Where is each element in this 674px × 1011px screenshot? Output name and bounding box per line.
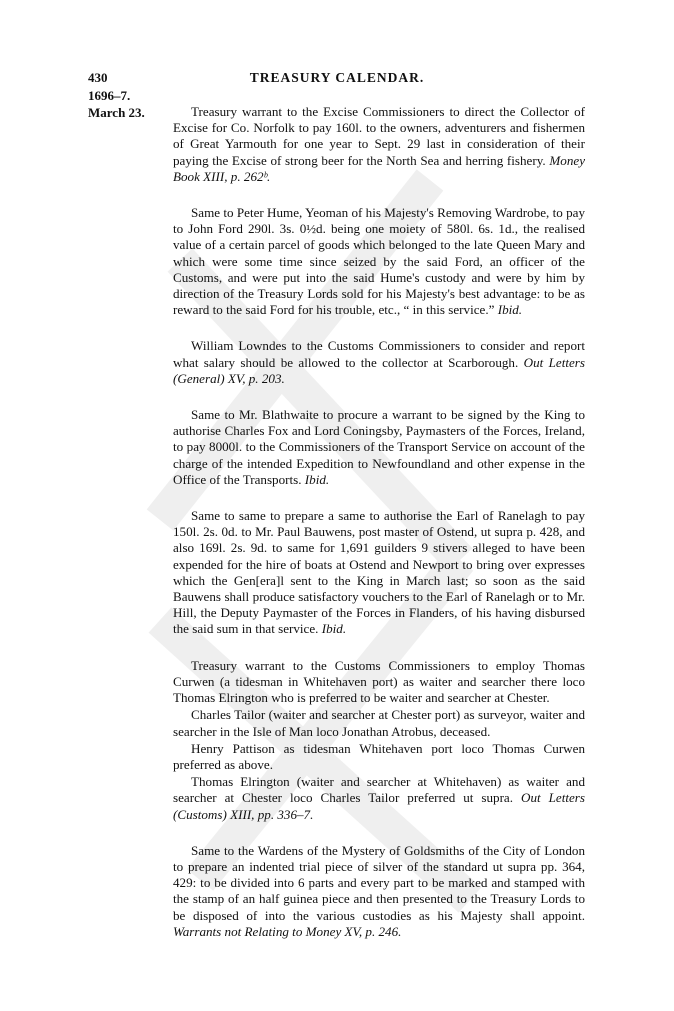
entry-paragraph: Treasury warrant to the Excise Commissioners to direct the Collector of Excise for Co. Norfolk to pay 160l. to the owners, adventurers and fishermen of Great Yarmouth for one year to Sept. 29 last in consideration of their paying the Excise of strong beer for the North Sea and herring fishery. Money Book XIII, p. 262ᵇ. <box>173 104 585 184</box>
entry-paragraph: Same to the Wardens of the Mystery of Goldsmiths of the City of London to prepare an indented trial piece of silver of the standard ut supra pp. 364, 429: to be divided into 6 parts and every part to be marked and stamped with the stamp of an half guinea piece and then presented to the Treasury Lords to be disposed of into the various custodies as his Majesty shall appoint. Warrants not Relating to Money XV, p. 246. <box>173 842 585 939</box>
entry-paragraph: Charles Tailor (waiter and searcher at Chester port) as surveyor, waiter and searcher in the Isle of Man loco Jonathan Atrobus, deceased. <box>173 707 585 739</box>
entry-paragraph: Treasury warrant to the Customs Commissioners to employ Thomas Curwen (a tidesman in Whitehaven port) as waiter and searcher there loco Thomas Elrington who is preferred to be waiter and searcher at Chester. <box>173 657 585 706</box>
margin-date: March 23. <box>88 105 145 120</box>
page-number: 430 <box>88 70 108 85</box>
entry-paragraph: Same to Mr. Blathwaite to procure a warrant to be signed by the King to authorise Charles Fox and Lord Coningsby, Paymasters of the Forces, Ireland, to pay 8000l. to the Commissioners of the Transport Service on account of the charge of the intended Expedition to Newfoundland and other expense in the Office of the Transports. Ibid. <box>173 407 585 487</box>
running-head: TREASURY CALENDAR. <box>249 70 425 85</box>
margin-year: 1696–7. <box>88 88 131 103</box>
body-text <box>173 104 585 940</box>
entry-paragraph: Thomas Elrington (waiter and searcher at Whitehaven) as waiter and searcher at Chester loco Charles Tailor preferred ut supra. Out Letters (Customs) XIII, pp. 336–7. <box>173 774 585 822</box>
entry-paragraph: Henry Pattison as tidesman Whitehaven port loco Thomas Curwen preferred as above. <box>173 740 585 772</box>
entry-paragraph: William Lowndes to the Customs Commissioners to consider and report what salary should be allowed to the collector at Scarborough. Out Letters (General) XV, p. 203. <box>173 338 585 386</box>
entry-paragraph: Same to Peter Hume, Yeoman of his Majesty's Removing Wardrobe, to pay to John Ford 290l. 3s. 0½d. being one moiety of 580l. 6s. 1d., the realised value of a certain parcel of goods which belonged to the late Queen Mary and which were some time since seized by the said Ford, an officer of the Customs, and were put into the said Hume's custody and were by him by direction of the Treasury Lords sold for his Majesty's best advantage: to be as reward to the said Ford for his trouble, etc., “ in this service.” Ibid. <box>173 205 585 318</box>
entry-paragraph: Same to same to prepare a same to authorise the Earl of Ranelagh to pay 150l. 2s. 0d. to Mr. Paul Bauwens, post master of Ostend, ut supra p. 428, and also 169l. 2s. 9d. to same for 1,691 guilders 9 stivers alleged to have been expended for the hire of boats at Ostend and Newport to bring over expresses which the Gen[era]l sent to the King in March last; so soon as the said Bauwens shall produce satisfactory vouchers to the Earl of Ranelagh or to Mr. Hill, the Deputy Paymaster of the Forces in Flanders, of his having disbursed the said sum in that service. Ibid. <box>173 508 585 637</box>
